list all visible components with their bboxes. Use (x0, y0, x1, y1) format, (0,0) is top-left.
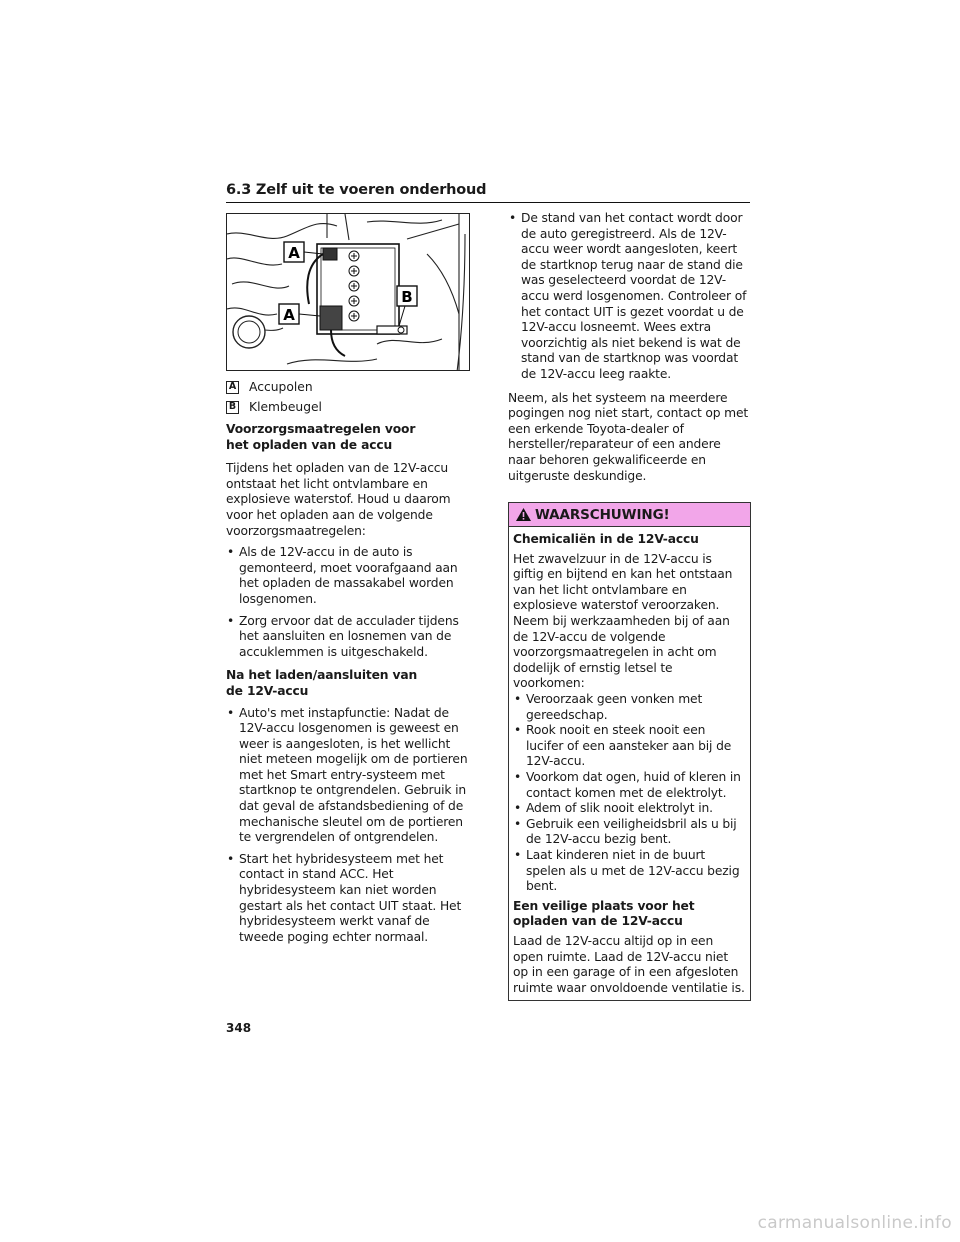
dealer-paragraph: Neem, als het systeem na meerdere pogingen nog niet start, contact op met een erkende Toyota-dealer of hersteller/reparateur of een andere naar behoren gekwalificeerde en uitgeruste deskundige. (508, 390, 749, 483)
heading-after-charging: Na het laden/aansluiten van de 12V-accu (226, 668, 418, 698)
heading-charging-precautions: Voorzorgsmaatregelen voor het opladen van de accu (226, 422, 416, 452)
list-item: • Veroorzaak geen vonken met gereedschap. (513, 692, 746, 723)
intro-paragraph: Tijdens het opladen van de 12V-accu ontstaat het licht ontvlambare en explosieve waterstof. Houd u daarom voor het opladen aan de volgende voorzorgsmaatregelen: (226, 461, 451, 538)
legend-item-a (226, 380, 470, 394)
warning-icon (515, 507, 532, 522)
engine-bay-drawing (227, 214, 470, 371)
after-charging-list (226, 706, 470, 946)
section-header (226, 179, 750, 203)
warning-text: Het zwavelzuur in de 12V-accu is giftig en bijtend en kan het ontstaan van het licht ontvlambare en explosieve waterstof veroorzaken. Neem bij werkzaamheden bij of aan de 12V-accu de volgende voorzorgsmaatregelen in acht om dodelijk of ernstig letsel te voorkomen: (513, 551, 733, 691)
list-item: • De stand van het contact wordt door de auto geregistreerd. Als de 12V-accu weer wordt aangesloten, keert de startknop terug naar de stand die was geselecteerd voordat de 12V-accu werd losgenomen. Controleer of het contact UIT is gezet voordat u de 12V-accu losneemt. Wees extra voorzichtig als niet bekend is wat de stand van de startknop was voordat de 12V-accu leeg raakte. (508, 211, 751, 383)
svg-text:B: B (401, 288, 413, 306)
list-item: • Gebruik een veiligheidsbril als u bij de 12V-accu bezig bent. (513, 817, 746, 848)
list-item: • Voorkom dat ogen, huid of kleren in contact komen met de elektrolyt. (513, 770, 746, 801)
svg-text:A: A (288, 244, 300, 262)
precautions-list (226, 545, 470, 660)
warning-heading-safe-place: Een veilige plaats voor het opladen van de 12V-accu (513, 898, 695, 929)
legend-letter: A (226, 381, 239, 394)
legend-text: Accupolen (249, 380, 313, 394)
list-item: • Zorg ervoor dat de acculader tijdens het aansluiten en losnemen van de accuklemmen is uitgeschakeld. (226, 614, 470, 661)
warning-heading-chemicals: Chemicaliën in de 12V-accu (513, 532, 699, 547)
legend-item-b (226, 400, 470, 414)
right-column (508, 211, 751, 1001)
legend-letter: B (226, 401, 239, 414)
list-item: • Start het hybridesysteem met het contact in stand ACC. Het hybridesysteem kan niet worden gestart als het contact UIT staat. Het hybridesysteem werkt vanaf de tweede poging echter normaal. (226, 852, 470, 946)
watermark: carmanualsonline.info (757, 1213, 952, 1233)
list-item: • Als de 12V-accu in de auto is gemonteerd, moet voorafgaand aan het opladen de massakabel worden losgenomen. (226, 545, 470, 607)
list-item: • Rook nooit en steek nooit een lucifer of een aansteker aan bij de 12V-accu. (513, 723, 746, 770)
warning-text: Laad de 12V-accu altijd op in een open ruimte. Laad de 12V-accu niet op in een garage of in een afgesloten ruimte waar onvoldoende ventilatie is. (513, 933, 745, 995)
warning-list (513, 692, 746, 895)
left-column (226, 213, 470, 945)
page-number: 348 (226, 1021, 252, 1035)
list-item: • Auto's met instapfunctie: Nadat de 12V-accu losgenomen is geweest en weer is aangesloten, is het wellicht niet meteen mogelijk om de portieren met het Smart entry-systeem met startknop te ontgrendelen. Gebruik in dat geval de afstandsbediening of de mechanische sleutel om de portieren te vergrendelen of ontgrendelen. (226, 706, 470, 846)
legend-text: Klembeugel (249, 400, 322, 414)
warning-header (509, 503, 750, 527)
list-item: • Adem of slik nooit elektrolyt in. (513, 801, 746, 817)
section-title: 6.3 Zelf uit te voeren onderhoud (226, 182, 487, 198)
battery-illustration (226, 213, 470, 371)
contact-position-list (508, 211, 751, 383)
warning-box (508, 502, 751, 1001)
svg-text:A: A (283, 306, 295, 324)
warning-title: WAARSCHUWING! (535, 506, 670, 523)
warning-body (509, 527, 750, 1000)
list-item: • Laat kinderen niet in de buurt spelen als u met de 12V-accu bezig bent. (513, 848, 746, 895)
